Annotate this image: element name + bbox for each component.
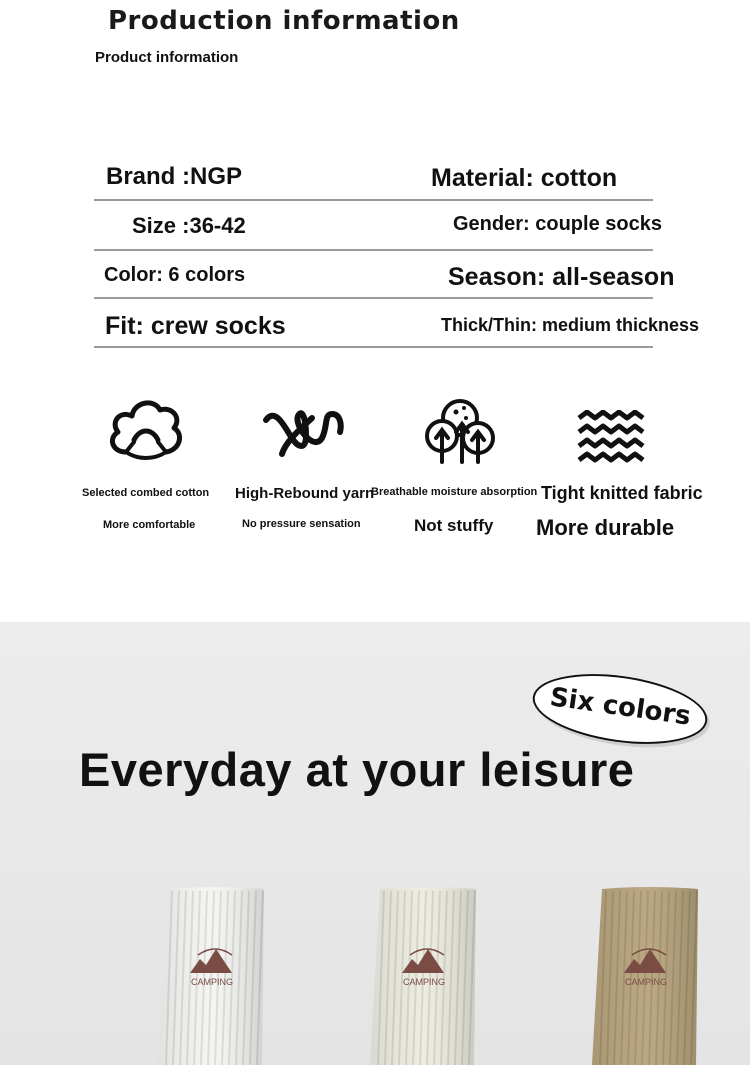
spec-brand: Brand :NGP [106,163,243,190]
cotton-cloud-icon [104,394,188,466]
spec-material: Material: cotton [431,164,618,192]
page-subtitle: Product information [95,49,239,66]
breathable-tree-icon [422,396,500,466]
spec-fit: Fit: crew socks [105,312,286,340]
banner-title: Everyday at your leisure [79,743,635,796]
feature-title: High-Rebound yarn [235,485,375,502]
sock-logo-text: CAMPING [624,977,668,987]
spec-gender: Gender: couple socks [453,213,662,235]
spec-divider [94,199,653,201]
khaki-sock [584,885,714,1065]
feature-note: Not stuffy [414,516,494,535]
sock-logo-text: CAMPING [190,977,234,987]
spec-season: Season: all-season [448,263,675,291]
spec-divider [94,297,653,299]
feature-title: Breathable moisture absorption [371,486,538,498]
knit-wave-icon [576,410,646,466]
feature-title: Tight knitted fabric [541,483,703,503]
cream-sock [362,885,492,1065]
sock-logo-text: CAMPING [402,977,446,987]
rebound-yarn-icon [262,404,346,460]
feature-note: More comfortable [103,519,196,531]
spec-color: Color: 6 colors [104,264,246,286]
feature-title: Selected combed cotton [82,487,210,499]
spec-size: Size :36-42 [132,213,246,238]
feature-note: No pressure sensation [242,518,361,530]
page-title: Production information [108,6,460,36]
spec-divider [94,346,653,348]
colors-badge-label: Six colors [547,682,693,732]
spec-divider [94,249,653,251]
spec-thickness: Thick/Thin: medium thickness [441,315,700,335]
feature-note: More durable [536,515,675,540]
white-sock [150,885,280,1065]
